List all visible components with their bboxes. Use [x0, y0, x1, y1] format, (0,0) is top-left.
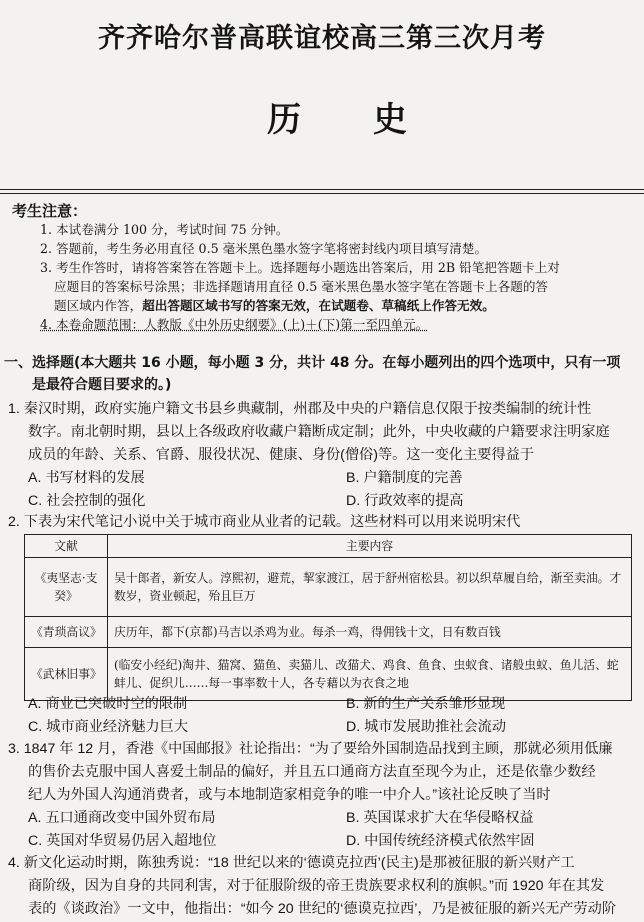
notice-item-3: 3. 考生作答时，请将答案答在答题卡上。选择题每小题选出答案后，用 2B 铅笔把答题卡上对: [40, 260, 560, 275]
notice-item-4: 4. 本卷命题范围：人教版《中外历史纲要》(上)＋(下)第一至四单元。: [40, 317, 429, 332]
question-line: 纪人为外国人沟通消费者，或与本地制造家相竞争的唯一中介人。”该社论反映了当时: [28, 787, 551, 803]
notice-heading: 考生注意：: [12, 202, 88, 220]
notice-item-3-cont: 应题目的答案标号涂黑；非选择题请用直径 0.5 毫米黑色墨水签字笔在答题卡上各题的答: [54, 279, 549, 294]
option-c[interactable]: C. 城市商业经济魅力巨大: [28, 719, 189, 735]
question-1: [8, 398, 636, 467]
table-row: 《武林旧事》 (临安小经纪)淘井、猫窝、猫鱼、卖猫儿、改猫犬、鸡食、鱼食、虫蚁食、诸般虫蚁、鱼儿活、蛇蚌儿、促织儿……每一事率数十人，各专藉以为衣食之地: [25, 648, 632, 701]
question-line: 表的《谈政治》一文中，他指出：“如今 20 世纪的‘德谟克拉西’，乃是被征服的新兴无产劳动阶: [28, 901, 617, 917]
exam-title: 齐齐哈尔普高联谊校高三第三次月考: [98, 23, 546, 54]
table-header: 主要内容: [108, 535, 632, 558]
notice-item-1: 1. 本试卷满分 100 分，考试时间 75 分钟。: [40, 222, 289, 237]
notice-item-2: 2. 答题前，考生务必用直径 0.5 毫米黑色墨水签字笔将密封线内项目填写清楚。: [40, 241, 488, 256]
option-d[interactable]: D. 城市发展助推社会流动: [346, 719, 507, 735]
option-b[interactable]: B. 新的生产关系雏形显现: [346, 696, 506, 712]
table-row: 《青琐高议》 庆历年，都下(京都)马吉以杀鸡为业。每杀一鸡，得佣钱十文，日有数百钱: [25, 617, 632, 648]
option-d[interactable]: D. 行政效率的提高: [346, 493, 464, 509]
question-2: [8, 511, 636, 534]
option-a[interactable]: A. 书写材料的发展: [28, 470, 145, 486]
subject-title: 历 史: [267, 100, 437, 140]
question-line: 2. 下表为宋代笔记小说中关于城市商业从业者的记载。这些材料可以用来说明宋代: [8, 514, 521, 530]
divider: [0, 193, 644, 194]
option-a[interactable]: A. 商业已突破时空的限制: [28, 696, 188, 712]
option-c[interactable]: C. 英国对华贸易仍居入超地位: [28, 833, 217, 849]
question-line: 3. 1847 年 12 月，香港《中国邮报》社论指出：“为了要给外国制造品找到主顾，那就必须用低廉: [8, 741, 613, 757]
source-table: [24, 534, 632, 701]
question-4: [8, 852, 636, 921]
question-line: 商阶级，因为自身的共同利害，对于征服阶级的帝王贵族要求权利的旗帜。”而 1920 年在其发: [28, 878, 605, 894]
table-row: 《夷坚志·支癸》 吴十郎者，新安人。淳熙初，避荒，挈家渡江，居于舒州宿松县。初以织草履自给，渐至卖油。才数岁，资业顿起，殆且巨万: [25, 558, 632, 617]
notice-list: [40, 220, 636, 334]
question-line: 的售价去克服中国人喜爱土制品的偏好，并且五口通商方法直至现今为止，还是依靠少数经: [28, 764, 596, 780]
option-d[interactable]: D. 中国传统经济模式依然牢固: [346, 833, 535, 849]
question-line: 数字。南北朝时期，县以上各级政府收藏户籍断成定制；此外，中央收藏的户籍要求注明家庭: [28, 424, 610, 440]
question-line: 4. 新文化运动时期，陈独秀说：“18 世纪以来的‘德谟克拉西’(民主)是那被征服的新兴财产工: [8, 855, 575, 871]
table-header: 文献: [25, 535, 108, 558]
section-heading: 一、选择题(本大题共 16 小题，每小题 3 分，共计 48 分。在每小题列出的四个选项中，只有一项 是最符合题目要求的。): [4, 355, 621, 393]
question-line: 1. 秦汉时期，政府实施户籍文书县乡典藏制，州郡及中央的户籍信息仅限于按类编制的统计性: [8, 401, 592, 417]
warning-text: 超出答题区域书写的答案无效，在试题卷、草稿纸上作答无效。: [142, 298, 495, 313]
option-b[interactable]: B. 英国谋求扩大在华侵略权益: [346, 810, 534, 826]
divider: [0, 189, 644, 190]
option-b[interactable]: B. 户籍制度的完善: [346, 470, 463, 486]
question-line: 成员的年龄、关系、官爵、服役状况、健康、身份(僧俗)等。这一变化主要得益于: [28, 447, 535, 463]
notice-item-3-cont2: 题区域内作答，超出答题区域书写的答案无效，在试题卷、草稿纸上作答无效。: [54, 298, 495, 313]
option-c[interactable]: C. 社会控制的强化: [28, 493, 146, 509]
option-a[interactable]: A. 五口通商改变中国外贸布局: [28, 810, 216, 826]
question-3: [8, 738, 636, 807]
